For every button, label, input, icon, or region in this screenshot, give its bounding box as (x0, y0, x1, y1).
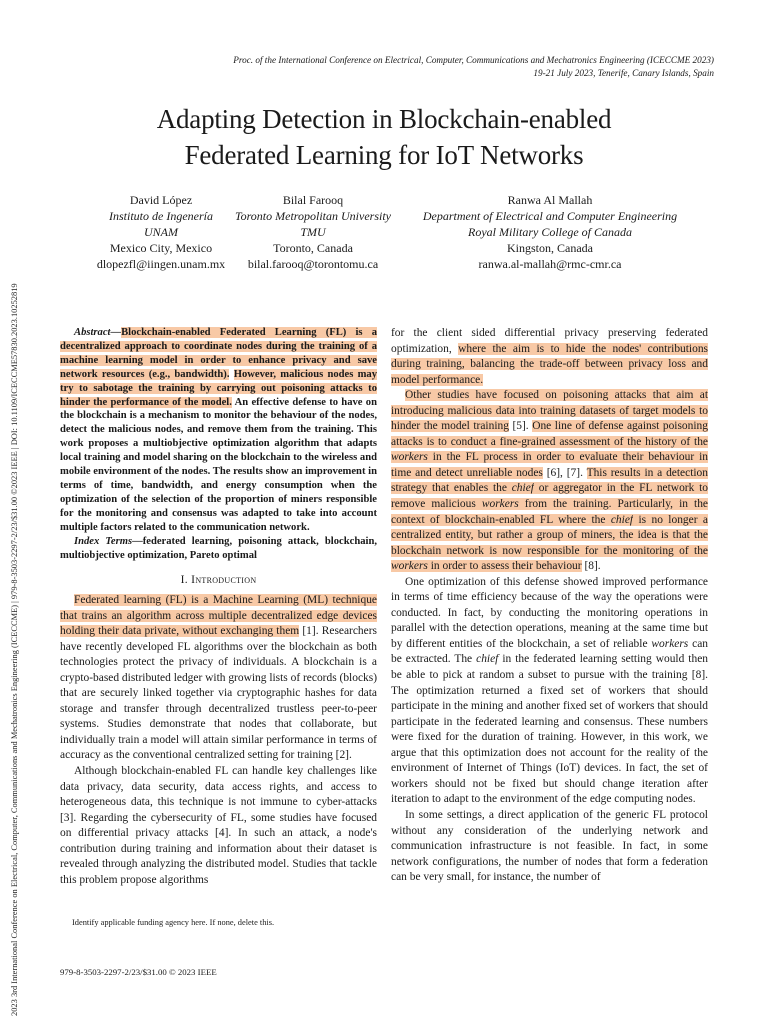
author-block (85, 192, 237, 272)
paragraph: Although blockchain-enabled FL can handle key challenges like data privacy, data security, data access rights, and access to heterogeneous data, this technique is not immune to cyber-attacks [3]. Regarding the cybersecurity of FL, some studies have focused on differential privacy attacks [4]. In such an attack, a node's contribution during training and information about their dataset is revealed through analyzing the distributed model. Studies that tackle this problem propose algorithms (60, 764, 377, 886)
text-highlight: One line of defense against poisoning attacks is to conduct a fine-grained assessment of the history of the (391, 420, 708, 448)
author-email: ranwa.al-mallah@rmc-cmr.ca (478, 257, 622, 271)
author-name: David López (129, 193, 193, 207)
left-column (60, 326, 377, 888)
paragraph: for the client sided differential privacy preserving federated optimization, where the aim is to hide the nodes' contributions during training, balancing the trade-off between privacy loss and model performance. (391, 327, 708, 386)
author-affiliation: UNAM (144, 225, 178, 239)
author-email: bilal.farooq@torontomu.ca (247, 257, 379, 271)
author-name: Ranwa Al Mallah (507, 193, 593, 207)
index-terms: Index Terms—federated learning, poisoning attack, blockchain, multiobjective optimization, Pareto optimal (60, 535, 378, 561)
abstract: Abstract—Blockchain-enabled Federated Learning (FL) is a decentralized approach to coordinate nodes during the training of a machine learning model in order to enhance privacy and save network resources (e.g., bandwidth). However, malicious nodes may try to sabotage the training by carrying out poisoning attacks to hinder the performance of the model. An effective defense to have on the blockchain is a mechanism to monitor the behaviour of the nodes, detect the malicious nodes, and remove them from the training. This work proposes a multiobjective optimization algorithm that adapts local training and model sharing on the blockchain to the wireless and mobile environment of the nodes. The results show an improvement in terms of time, bandwidth, and energy consumption when the optimization of the selection of the proportion of miners responsible for the monitoring and consensus was adapted to take into account multiple factors related to the communication network. (60, 327, 378, 533)
author-location: Mexico City, Mexico (109, 241, 213, 255)
paragraph: Other studies have focused on poisoning attacks that aim at introducing malicious data into training datasets of target models to hinder the model training [5]. One line of defense against poisoning attacks is to conduct a fine-grained assessment of the history of the workers in the FL process in order to evaluate their behaviour in time and detect unreliable nodes [6], [7]. This results in a detection strategy that enables the chief or aggregator in the FL network to remove malicious workers from the training. Particularly, in the context of blockchain-enabled FL where the chief is no longer a centralized entity, but rather a group of miners, the idea is that the blockchain network is now responsible for the monitoring of the workers in order to assess their behaviour [8]. (391, 389, 708, 573)
abstract-highlight: Blockchain-enabled Federated Learning (FL) is a decentralized approach to coordinate nodes during the training of a machine learning model in order to enhance privacy and save network resources (e.g., bandwidth). (60, 327, 377, 380)
paragraph: One optimization of this defense showed improved performance in terms of time efficiency because of the way the operations were conducted. In fact, by conducting the monitoring operations in parallel with the detection operations, meaning at the same time but by different entities of the blockchain, a set of reliable workers can be extracted. The chief in the federated learning setting would then be able to pick at random a subset to pursue with the training [8]. The optimization returned a fixed set of workers that should participate in the mining and another fixed set of workers that should participate in the federated learning and consensus. These numbers were fixed for the duration of training. However, in this work, we argue that this optimization does not account for the reality of the environment of Internet of Things (IoT) devices. In fact, the set of workers should not be fixed but should change iteration after iteration to adapt to the environment of the edge computing nodes. (391, 575, 708, 806)
right-column (391, 326, 708, 886)
author-email: dlopezfl@iingen.unam.mx (96, 257, 226, 271)
author-affiliation: Toronto Metropolitan University (235, 209, 391, 223)
text-highlight: Other studies have focused on poisoning attacks that aim at introducing malicious data into training datasets of target models to hinder the model training (391, 389, 708, 433)
abstract-highlight: However, malicious nodes may try to sabotage the training by carrying out poisoning attacks to hinder the performance of the model. (60, 368, 378, 408)
author-affiliation: Royal Military College of Canada (468, 225, 632, 239)
author-name: Bilal Farooq (282, 193, 344, 207)
author-affiliation: TMU (300, 225, 326, 239)
title-line-2: Federated Learning for IoT Networks (184, 140, 584, 170)
author-affiliation: Instituto de Ingenería (109, 209, 213, 223)
author-block (410, 192, 690, 272)
proceedings-line-2: 19-21 July 2023, Tenerife, Canary Islands, Spain (533, 67, 714, 78)
paper-title (0, 101, 768, 173)
footnote: Identify applicable funding agency here. If none, delete this. (72, 918, 275, 927)
copyright-footer: 979-8-3503-2297-2/23/$31.00 © 2023 IEEE (60, 967, 217, 977)
paragraph: Federated learning (FL) is a Machine Learning (ML) technique that trains an algorithm across multiple decentralized edge devices holding their data private, without exchanging them [1]. Researchers have recently developed FL algorithms over the blockchain as both technologies protect the privacy of individuals. A blockchain is a crypto-based distributed ledger with growing lists of records (blocks) that are securely linked together via cryptographic hashes for data storage and transfer through decentralized trustless peer-to-peer systems. Studies demonstrate that nodes that collaborate, but individually train a model will attain similar performance in terms of accuracy as the conventional centralized setting for training [2]. (60, 593, 377, 762)
section-heading: I. Introduction (180, 573, 257, 587)
sidebar-doi: 2023 3rd International Conference on Electrical, Computer, Communications and Mechatronics Engineering (ICECCME) | 979-8-3503-2297-2/23/$31.00 ©2023 IEEE | DOI: 10.1109/ICECCME57830.2023.10252819 (10, 283, 19, 1016)
author-location: Toronto, Canada (273, 241, 353, 255)
text-highlight: where the aim is to hide the nodes' contributions during training, balancing the trade-off between privacy loss and model performance. (391, 342, 708, 386)
title-line-1: Adapting Detection in Blockchain-enabled (156, 104, 612, 134)
proceedings-header (233, 54, 714, 79)
author-location: Kingston, Canada (507, 241, 593, 255)
proceedings-line-1: Proc. of the International Conference on Electrical, Computer, Communications and Mechatronics Engineering (ICECCME 2023) (233, 55, 714, 65)
paragraph: In some settings, a direct application of the generic FL protocol without any consideration of the underlying network and communication infrastructure is not feasible. In fact, in some network configurations, the number of nodes that form a federation can be very small, for instance, the number of (391, 808, 708, 884)
author-block (224, 192, 402, 272)
author-affiliation: Department of Electrical and Computer Engineering (422, 209, 678, 223)
text-highlight: Federated learning (FL) is a Machine Learning (ML) technique that trains an algorithm across multiple decentralized edge devices holding their data private, without exchanging them (60, 593, 377, 638)
